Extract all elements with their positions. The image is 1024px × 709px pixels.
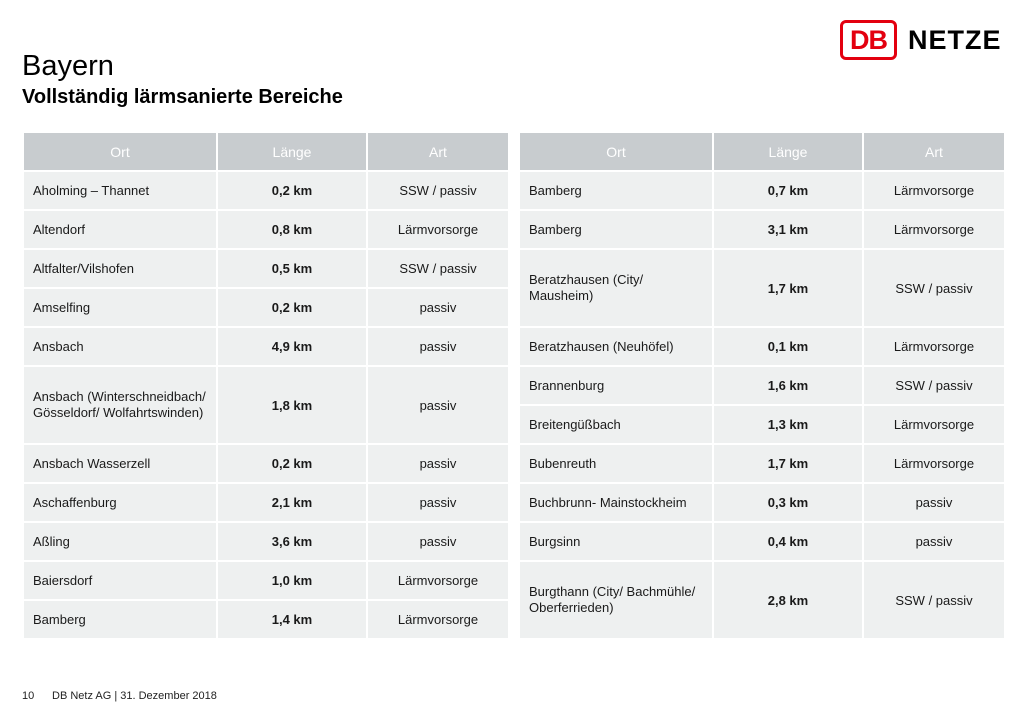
cell-ort: Amselfing xyxy=(24,289,216,326)
cell-ort: Ansbach xyxy=(24,328,216,365)
cell-ort: Burgsinn xyxy=(520,523,712,560)
cell-ort: Beratzhausen (Neuhöfel) xyxy=(520,328,712,365)
table-row xyxy=(24,601,508,638)
cell-art: Lärmvorsorge xyxy=(864,172,1004,209)
cell-ort: Ansbach (Winterschneidbach/ Gösseldorf/ Wolfahrtswinden) xyxy=(24,367,216,443)
column-header-ort: Ort xyxy=(24,133,216,170)
cell-art: SSW / passiv xyxy=(864,367,1004,404)
table-row xyxy=(520,367,1004,404)
cell-ort: Brannenburg xyxy=(520,367,712,404)
cell-laenge: 1,6 km xyxy=(714,367,862,404)
table-row xyxy=(24,367,508,443)
cell-laenge: 0,2 km xyxy=(218,172,366,209)
cell-art: SSW / passiv xyxy=(864,562,1004,638)
table-row xyxy=(24,328,508,365)
cell-ort: Bamberg xyxy=(520,172,712,209)
cell-ort: Altfalter/Vilshofen xyxy=(24,250,216,287)
cell-ort: Ansbach Wasserzell xyxy=(24,445,216,482)
cell-ort: Aßling xyxy=(24,523,216,560)
column-header-art: Art xyxy=(368,133,508,170)
cell-ort: Altendorf xyxy=(24,211,216,248)
cell-laenge: 0,1 km xyxy=(714,328,862,365)
cell-ort: Aschaffenburg xyxy=(24,484,216,521)
table-row xyxy=(520,406,1004,443)
cell-art: passiv xyxy=(368,289,508,326)
cell-art: passiv xyxy=(864,523,1004,560)
page-title: Bayern xyxy=(22,50,114,82)
table-row xyxy=(24,211,508,248)
column-header-laenge: Länge xyxy=(714,133,862,170)
cell-art: passiv xyxy=(368,367,508,443)
cell-laenge: 0,8 km xyxy=(218,211,366,248)
netze-wordmark: NETZE xyxy=(908,24,1002,55)
cell-laenge: 3,1 km xyxy=(714,211,862,248)
cell-art: passiv xyxy=(368,484,508,521)
table-row xyxy=(520,328,1004,365)
cell-ort: Baiersdorf xyxy=(24,562,216,599)
cell-laenge: 1,7 km xyxy=(714,445,862,482)
cell-ort: Beratzhausen (City/ Mausheim) xyxy=(520,250,712,326)
cell-art: passiv xyxy=(368,445,508,482)
cell-laenge: 0,4 km xyxy=(714,523,862,560)
cell-art: passiv xyxy=(368,523,508,560)
cell-ort: Aholming – Thannet xyxy=(24,172,216,209)
cell-art: Lärmvorsorge xyxy=(368,211,508,248)
cell-art: Lärmvorsorge xyxy=(864,211,1004,248)
cell-art: Lärmvorsorge xyxy=(368,601,508,638)
cell-laenge: 0,3 km xyxy=(714,484,862,521)
cell-laenge: 2,8 km xyxy=(714,562,862,638)
table-header-row xyxy=(520,133,1004,170)
column-header-art: Art xyxy=(864,133,1004,170)
table-row xyxy=(24,250,508,287)
cell-art: Lärmvorsorge xyxy=(864,328,1004,365)
table-row xyxy=(520,523,1004,560)
table-row xyxy=(520,562,1004,638)
cell-art: passiv xyxy=(864,484,1004,521)
cell-laenge: 1,4 km xyxy=(218,601,366,638)
table-row xyxy=(520,172,1004,209)
page-number: 10 xyxy=(22,690,35,702)
cell-art: passiv xyxy=(368,328,508,365)
cell-art: Lärmvorsorge xyxy=(864,406,1004,443)
cell-art: SSW / passiv xyxy=(864,250,1004,326)
cell-art: SSW / passiv xyxy=(368,172,508,209)
cell-laenge: 0,5 km xyxy=(218,250,366,287)
cell-laenge: 1,7 km xyxy=(714,250,862,326)
cell-laenge: 0,2 km xyxy=(218,445,366,482)
footer xyxy=(22,690,217,702)
cell-laenge: 3,6 km xyxy=(218,523,366,560)
table-row xyxy=(24,445,508,482)
table-row xyxy=(520,445,1004,482)
column-header-ort: Ort xyxy=(520,133,712,170)
table-row xyxy=(24,562,508,599)
cell-laenge: 4,9 km xyxy=(218,328,366,365)
table-row xyxy=(24,523,508,560)
table-row xyxy=(24,484,508,521)
table-row xyxy=(520,250,1004,326)
cell-ort: Buchbrunn- Mainstockheim xyxy=(520,484,712,521)
cell-laenge: 0,7 km xyxy=(714,172,862,209)
right-table xyxy=(518,131,1006,640)
cell-laenge: 1,3 km xyxy=(714,406,862,443)
cell-ort: Bamberg xyxy=(24,601,216,638)
db-logo: DB xyxy=(840,20,897,60)
footer-text: DB Netz AG | 31. Dezember 2018 xyxy=(52,690,217,702)
db-netze-logo xyxy=(840,20,1002,60)
cell-laenge: 2,1 km xyxy=(218,484,366,521)
cell-laenge: 0,2 km xyxy=(218,289,366,326)
cell-art: Lärmvorsorge xyxy=(368,562,508,599)
cell-ort: Burgthann (City/ Bachmühle/ Oberferrieden) xyxy=(520,562,712,638)
cell-laenge: 1,0 km xyxy=(218,562,366,599)
table-header-row xyxy=(24,133,508,170)
table-row xyxy=(24,289,508,326)
table-row xyxy=(24,172,508,209)
cell-ort: Breitengüßbach xyxy=(520,406,712,443)
column-header-laenge: Länge xyxy=(218,133,366,170)
page-subtitle: Vollständig lärmsanierte Bereiche xyxy=(22,86,343,108)
left-table xyxy=(22,131,510,640)
table-row xyxy=(520,211,1004,248)
cell-ort: Bubenreuth xyxy=(520,445,712,482)
cell-art: Lärmvorsorge xyxy=(864,445,1004,482)
cell-ort: Bamberg xyxy=(520,211,712,248)
cell-laenge: 1,8 km xyxy=(218,367,366,443)
table-row xyxy=(520,484,1004,521)
cell-art: SSW / passiv xyxy=(368,250,508,287)
